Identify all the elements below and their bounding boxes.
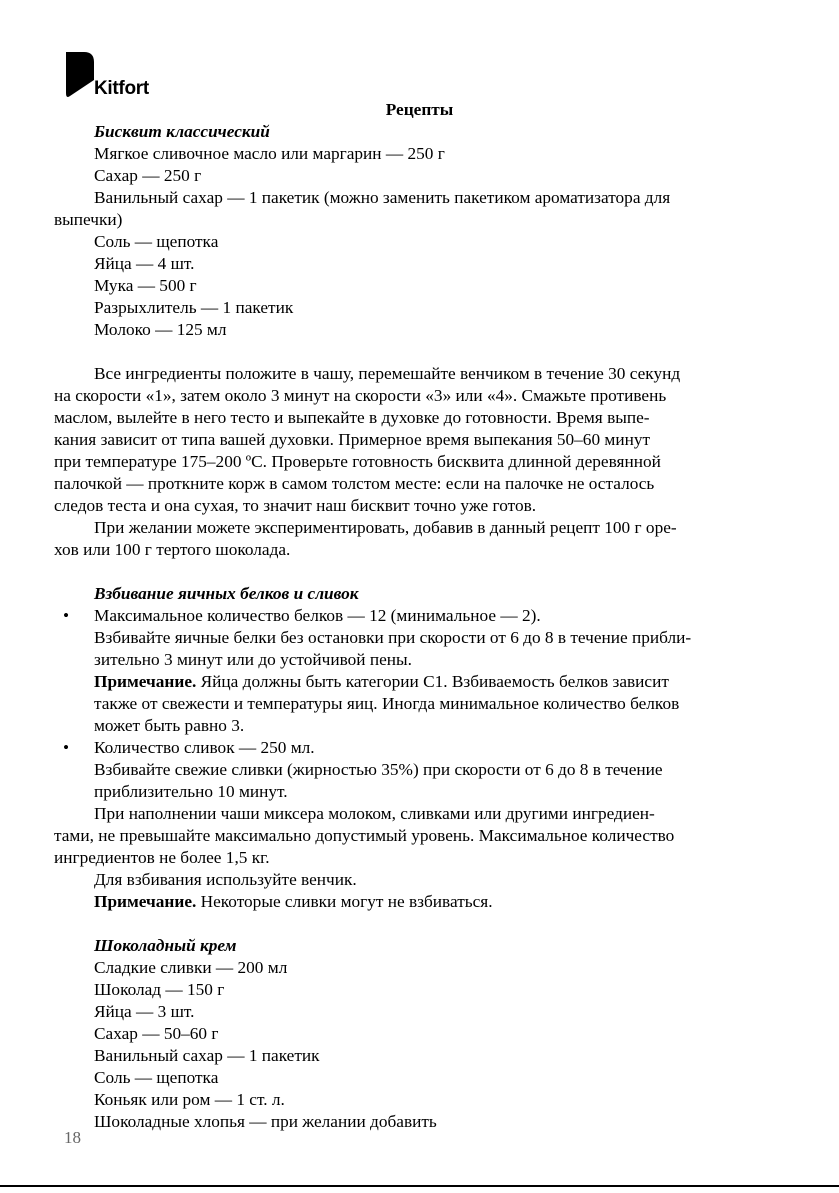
body-text-line: ингредиентов не более 1,5 кг. [54, 848, 270, 867]
body-text-line: Взбивайте свежие сливки (жирностью 35%) при скорости от 6 до 8 в течение [94, 760, 663, 779]
body-text-line: кания зависит от типа вашей духовки. Примерное время выпекания 50–60 минут [54, 430, 651, 449]
body-text-line: При желании можете экспериментировать, добавив в данный рецепт 100 г оре- [94, 518, 677, 537]
note-label: Примечание. [94, 892, 197, 911]
ingredient-line: Сахар — 250 г [94, 166, 202, 185]
list-item: Максимальное количество белков — 12 (минимальное — 2). [94, 606, 541, 625]
ingredient-line: Мука — 500 г [94, 276, 197, 295]
body-text-line: зительно 3 минут или до устойчивой пены. [94, 650, 412, 669]
list-item: Количество сливок — 250 мл. [94, 738, 315, 757]
ingredient-line: Яйца — 3 шт. [94, 1002, 195, 1021]
kitfort-logo [66, 52, 186, 100]
body-text-line: Взбивайте яичные белки без остановки при скорости от 6 до 8 в течение прибли- [94, 628, 692, 647]
body-text-line: При наполнении чаши миксера молоком, сливками или другими ингредиен- [94, 804, 655, 823]
body-text-line: при температуре 175–200 ºC. Проверьте готовность бисквита длинной деревянной [54, 452, 661, 471]
body-text-line: на скорости «1», затем около 3 минут на скорости «3» или «4». Смажьте противень [54, 386, 667, 405]
bottom-rule [0, 1185, 839, 1187]
ingredient-line: Шоколад — 150 г [94, 980, 225, 999]
body-text-line: может быть равно 3. [94, 716, 245, 735]
body-text-line: тами, не превышайте максимально допустимый уровень. Максимальное количество [54, 826, 675, 845]
body-text-line: приблизительно 10 минут. [94, 782, 288, 801]
ingredient-line: Шоколадные хлопья — при желании добавить [94, 1112, 437, 1131]
ingredient-line: Коньяк или ром — 1 ст. л. [94, 1090, 285, 1109]
note-line [94, 891, 493, 913]
biscuit-title: Бисквит классический [94, 122, 270, 141]
ingredient-line-justified [94, 187, 779, 209]
kitfort-logo-mark-icon [66, 52, 94, 100]
note-line [94, 671, 669, 693]
body-text-line: маслом, вылейте в него тесто и выпекайте в духовке до готовности. Время выпе- [54, 408, 650, 427]
page-number: 18 [64, 1128, 81, 1147]
bullet: • [63, 738, 70, 757]
page-title: Рецепты [385, 100, 454, 119]
body-text-line: Для взбивания используйте венчик. [94, 870, 357, 889]
ingredient-line: Молоко — 125 мл [94, 320, 227, 339]
whipping-title: Взбивание яичных белков и сливок [94, 584, 359, 603]
note-text: Яйца должны быть категории С1. Взбиваемость белков зависит [200, 672, 669, 691]
ingredient-line: Мягкое сливочное масло или маргарин — 250 г [94, 144, 445, 163]
body-text-line: следов теста и она сухая, то значит наш бисквит точно уже готов. [54, 496, 537, 515]
ingredient-line: Яйца — 4 шт. [94, 254, 195, 273]
bullet: • [63, 606, 70, 625]
body-text-line: палочкой — проткните корж в самом толстом месте: если на палочке не осталось [54, 474, 655, 493]
line-text: Ванильный сахар — 1 пакетик (можно заменить пакетиком ароматизатора для [94, 188, 671, 207]
ingredient-line: Сладкие сливки — 200 мл [94, 958, 288, 977]
note-text: Некоторые сливки могут не взбиваться. [200, 892, 493, 911]
ingredient-line: Соль — щепотка [94, 1068, 219, 1087]
ingredient-line: Сахар — 50–60 г [94, 1024, 219, 1043]
logo-text: Kitfort [94, 78, 149, 99]
ingredient-line: выпечки) [54, 210, 123, 229]
ingredient-line: Ванильный сахар — 1 пакетик [94, 1046, 320, 1065]
body-text-line: Все ингредиенты положите в чашу, перемешайте венчиком в течение 30 секунд [94, 364, 681, 383]
note-label: Примечание. [94, 672, 197, 691]
body-text-line: хов или 100 г тертого шоколада. [54, 540, 291, 559]
ingredient-line: Разрыхлитель — 1 пакетик [94, 298, 294, 317]
ingredient-line: Соль — щепотка [94, 232, 219, 251]
cream-title: Шоколадный крем [94, 936, 237, 955]
body-text-line: также от свежести и температуры яиц. Иногда минимальное количество белков [94, 694, 680, 713]
